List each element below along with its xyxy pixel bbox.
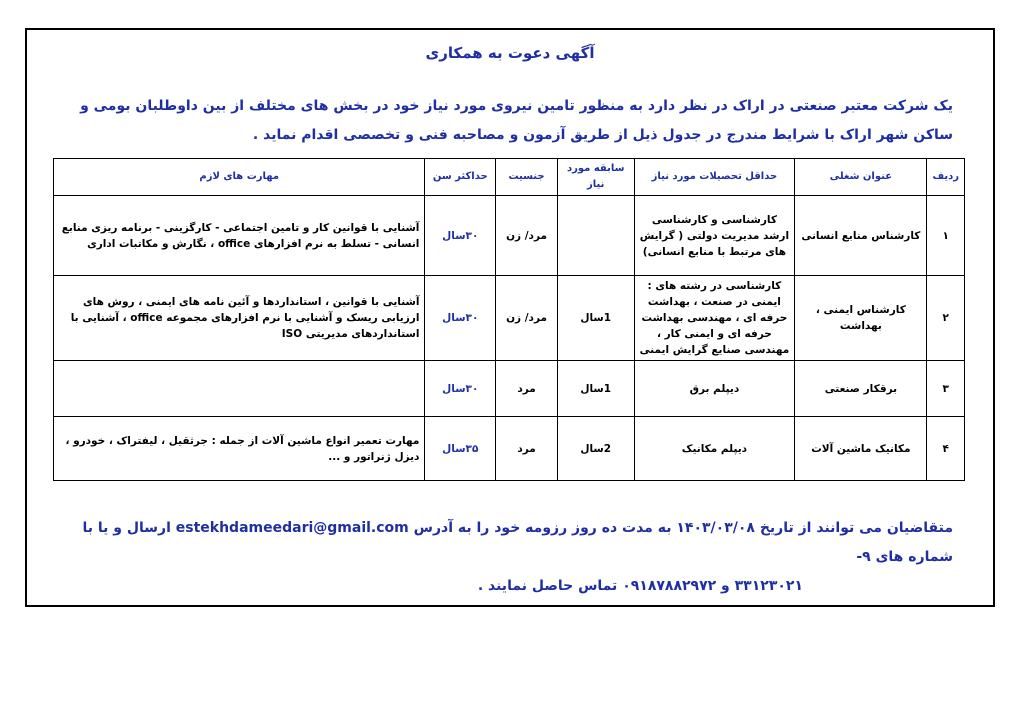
cell-max-age: ۳۰سال <box>425 361 496 417</box>
cell-gender: مرد/ زن <box>496 196 558 276</box>
table-row <box>54 276 965 361</box>
header-max-age: حداکثر سن <box>425 159 496 196</box>
cell-gender: مرد <box>496 417 558 481</box>
header-gender: جنسیت <box>496 159 558 196</box>
cell-skills <box>54 361 425 417</box>
cell-max-age: ۳۰سال <box>425 196 496 276</box>
cell-experience <box>557 196 634 276</box>
cell-row-number: ۳ <box>927 361 965 417</box>
cell-job-title: برقکار صنعتی <box>795 361 927 417</box>
cell-gender: مرد <box>496 361 558 417</box>
contact-text-start: متقاضیان می توانند از تاریخ ۱۴۰۳/۰۳/۰۸ به مدت ده روز رزومه خود را به آدرس <box>413 520 953 536</box>
contact-footer <box>67 514 953 601</box>
table-row <box>54 417 965 481</box>
cell-row-number: ۲ <box>927 276 965 361</box>
cell-job-title: کارشناس منابع انسانی <box>795 196 927 276</box>
contact-text-end: ارسال و یا با شماره های ۹- <box>82 520 953 565</box>
contact-line-1 <box>67 514 953 572</box>
cell-education: دیپلم مکانیک <box>634 417 795 481</box>
contact-line-2: ۳۳۱۲۳۰۲۱ و ۰۹۱۸۷۸۸۲۹۷۲ تماس حاصل نمایند . <box>477 578 803 594</box>
cell-skills: مهارت تعمیر انواع ماشین آلات از جمله : جرثقیل ، لیفتراک ، خودرو ، دیزل ژنراتور و ... <box>54 417 425 481</box>
cell-education: کارشناسی در رشته های : ایمنی در صنعت ، بهداشت حرفه ای ، مهندسی بهداشت حرفه ای و ایمنی کار ، مهندسی صنایع گرایش ایمنی <box>634 276 795 361</box>
contact-email-link[interactable]: estekhdameedari@gmail.com <box>175 520 409 536</box>
cell-experience: 2سال <box>557 417 634 481</box>
header-row-number: ردیف <box>927 159 965 196</box>
header-education: حداقل تحصیلات مورد نیاز <box>634 159 795 196</box>
cell-max-age: ۳۰سال <box>425 276 496 361</box>
cell-max-age: ۳۵سال <box>425 417 496 481</box>
cell-skills: آشنایی با قوانین کار و تامین اجتماعی - کارگزینی - برنامه ریزی منابع انسانی - تسلط به نرم افزارهای office ، نگارش و مکاتبات اداری <box>54 196 425 276</box>
cell-job-title: کارشناس ایمنی ، بهداشت <box>795 276 927 361</box>
header-experience: سابقه مورد نیاز <box>557 159 634 196</box>
table-row <box>54 361 965 417</box>
jobs-table <box>53 158 965 481</box>
announcement-title: آگهی دعوت به همکاری <box>425 44 595 62</box>
header-skills: مهارت های لازم <box>54 159 425 196</box>
announcement-frame <box>25 28 995 607</box>
cell-education: دیپلم برق <box>634 361 795 417</box>
cell-row-number: ۱ <box>927 196 965 276</box>
header-job-title: عنوان شغلی <box>795 159 927 196</box>
intro-paragraph: یک شرکت معتبر صنعتی در اراک در نظر دارد به منظور تامین نیروی مورد نیاز خود در بخش های مختلف از بین داوطلبان بومی و ساکن شهر اراک با شرایط مندرج در جدول ذیل از طریق آزمون و مصاحبه فنی و تخصصی اقدام نماید . <box>80 98 953 143</box>
cell-job-title: مکانیک ماشین آلات <box>795 417 927 481</box>
cell-gender: مرد/ زن <box>496 276 558 361</box>
cell-row-number: ۴ <box>927 417 965 481</box>
table-row <box>54 196 965 276</box>
cell-skills: آشنایی با قوانین ، استانداردها و آئین نامه های ایمنی ، روش های ارزیابی ریسک و آشنایی با نرم افزارهای مجموعه office ، آشنایی با استانداردهای مدیریتی ISO <box>54 276 425 361</box>
cell-experience: 1سال <box>557 361 634 417</box>
cell-education: کارشناسی و کارشناسی ارشد مدیریت دولتی ( گرایش های مرتبط با منابع انسانی) <box>634 196 795 276</box>
cell-experience: 1سال <box>557 276 634 361</box>
table-header-row <box>54 159 965 196</box>
